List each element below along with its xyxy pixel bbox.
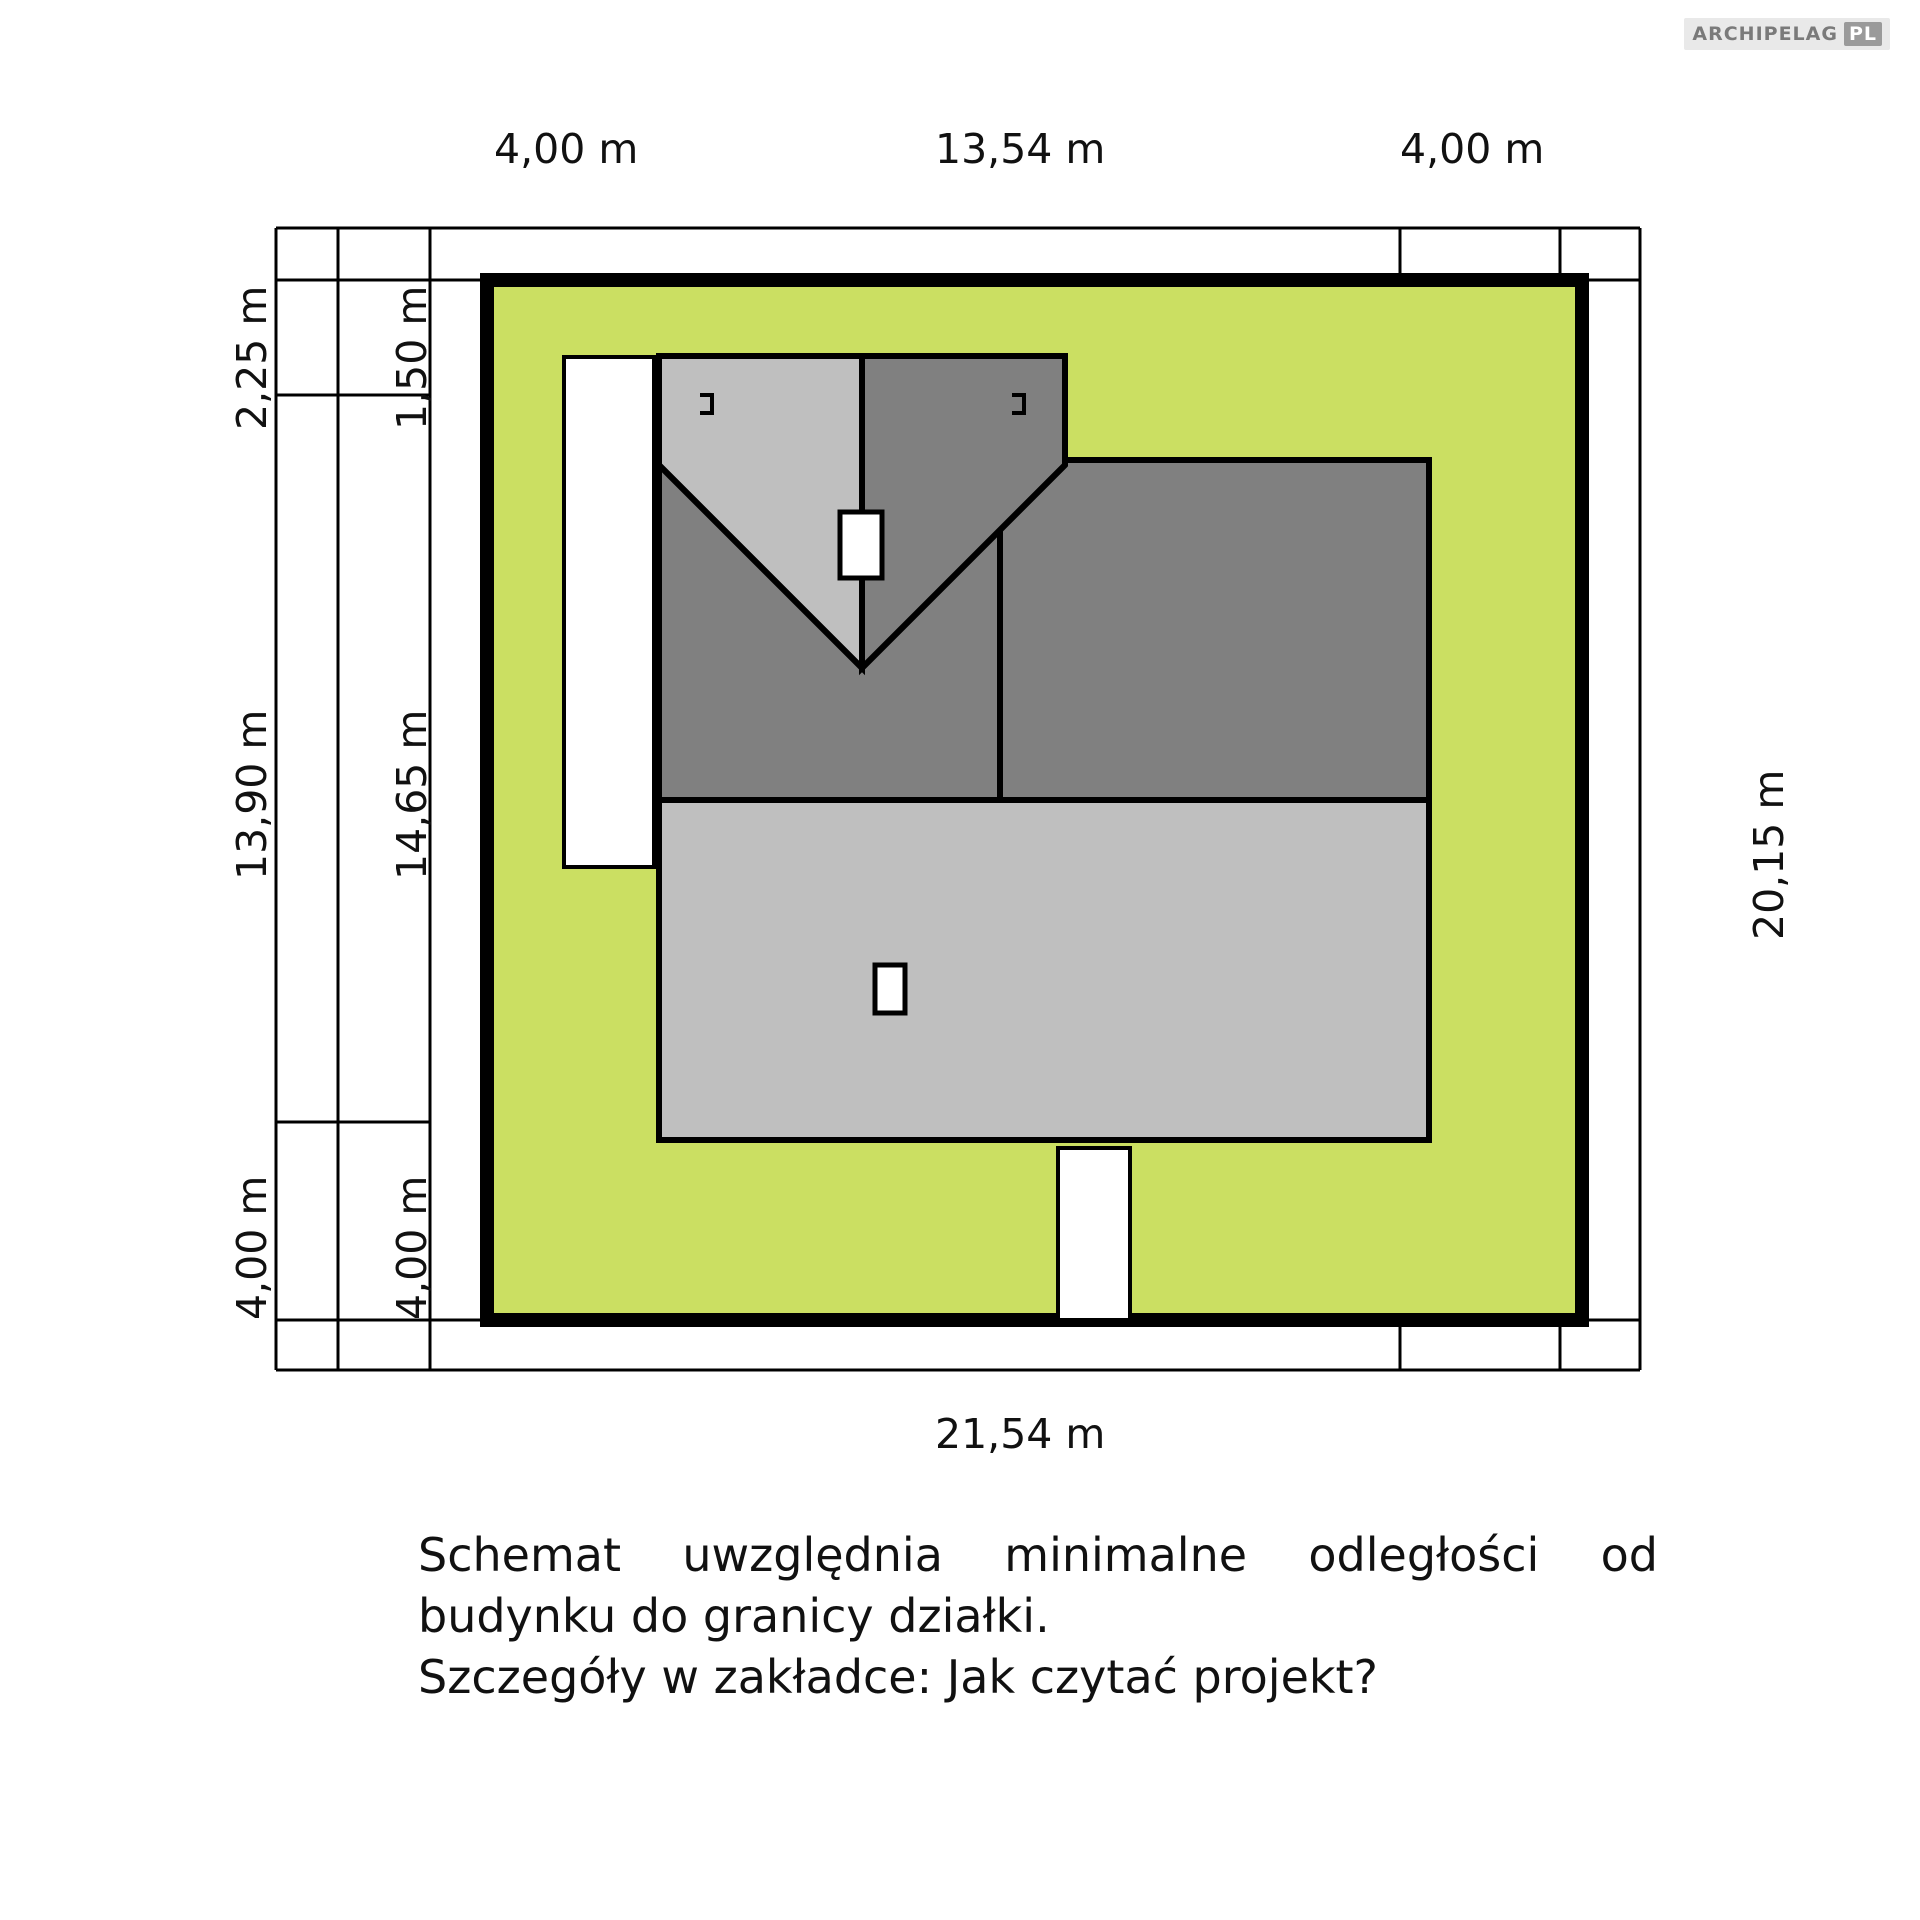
watermark-suffix: PL	[1844, 22, 1882, 46]
skylight-icon	[875, 965, 905, 1013]
caption-line-3: Szczegóły w zakładce: Jak czytać projekt?	[418, 1650, 1378, 1705]
caption-line-1: Schemat uwzględnia minimalne odległości od	[418, 1528, 1658, 1582]
dim-top-center: 13,54 m	[935, 125, 1106, 173]
dim-left-outer-bottom: 4,00 m	[228, 1175, 276, 1320]
driveway-strip-left	[564, 357, 654, 867]
caption-line-2: budynku do granicy działki.	[418, 1589, 1050, 1644]
dim-left-inner-middle: 14,65 m	[388, 709, 436, 880]
dim-bottom-total: 21,54 m	[935, 1410, 1106, 1458]
roof-lower-plane	[659, 800, 1429, 1140]
dim-left-inner-bottom: 4,00 m	[388, 1175, 436, 1320]
watermark-brand: ARCHIPELAG	[1692, 23, 1838, 45]
dim-left-inner-top: 1,50 m	[388, 285, 436, 430]
dim-top-right: 4,00 m	[1400, 125, 1545, 173]
dim-left-outer-top: 2,25 m	[228, 285, 276, 430]
dim-top-left: 4,00 m	[494, 125, 639, 173]
roof-right-wing	[1000, 460, 1429, 800]
dim-right-total: 20,15 m	[1745, 769, 1793, 940]
entrance-path-bottom	[1058, 1148, 1130, 1320]
chimney-icon	[840, 512, 882, 578]
caption-block	[418, 1525, 1658, 1709]
dim-left-outer-middle: 13,90 m	[228, 709, 276, 880]
archipelag-watermark	[1684, 18, 1890, 50]
